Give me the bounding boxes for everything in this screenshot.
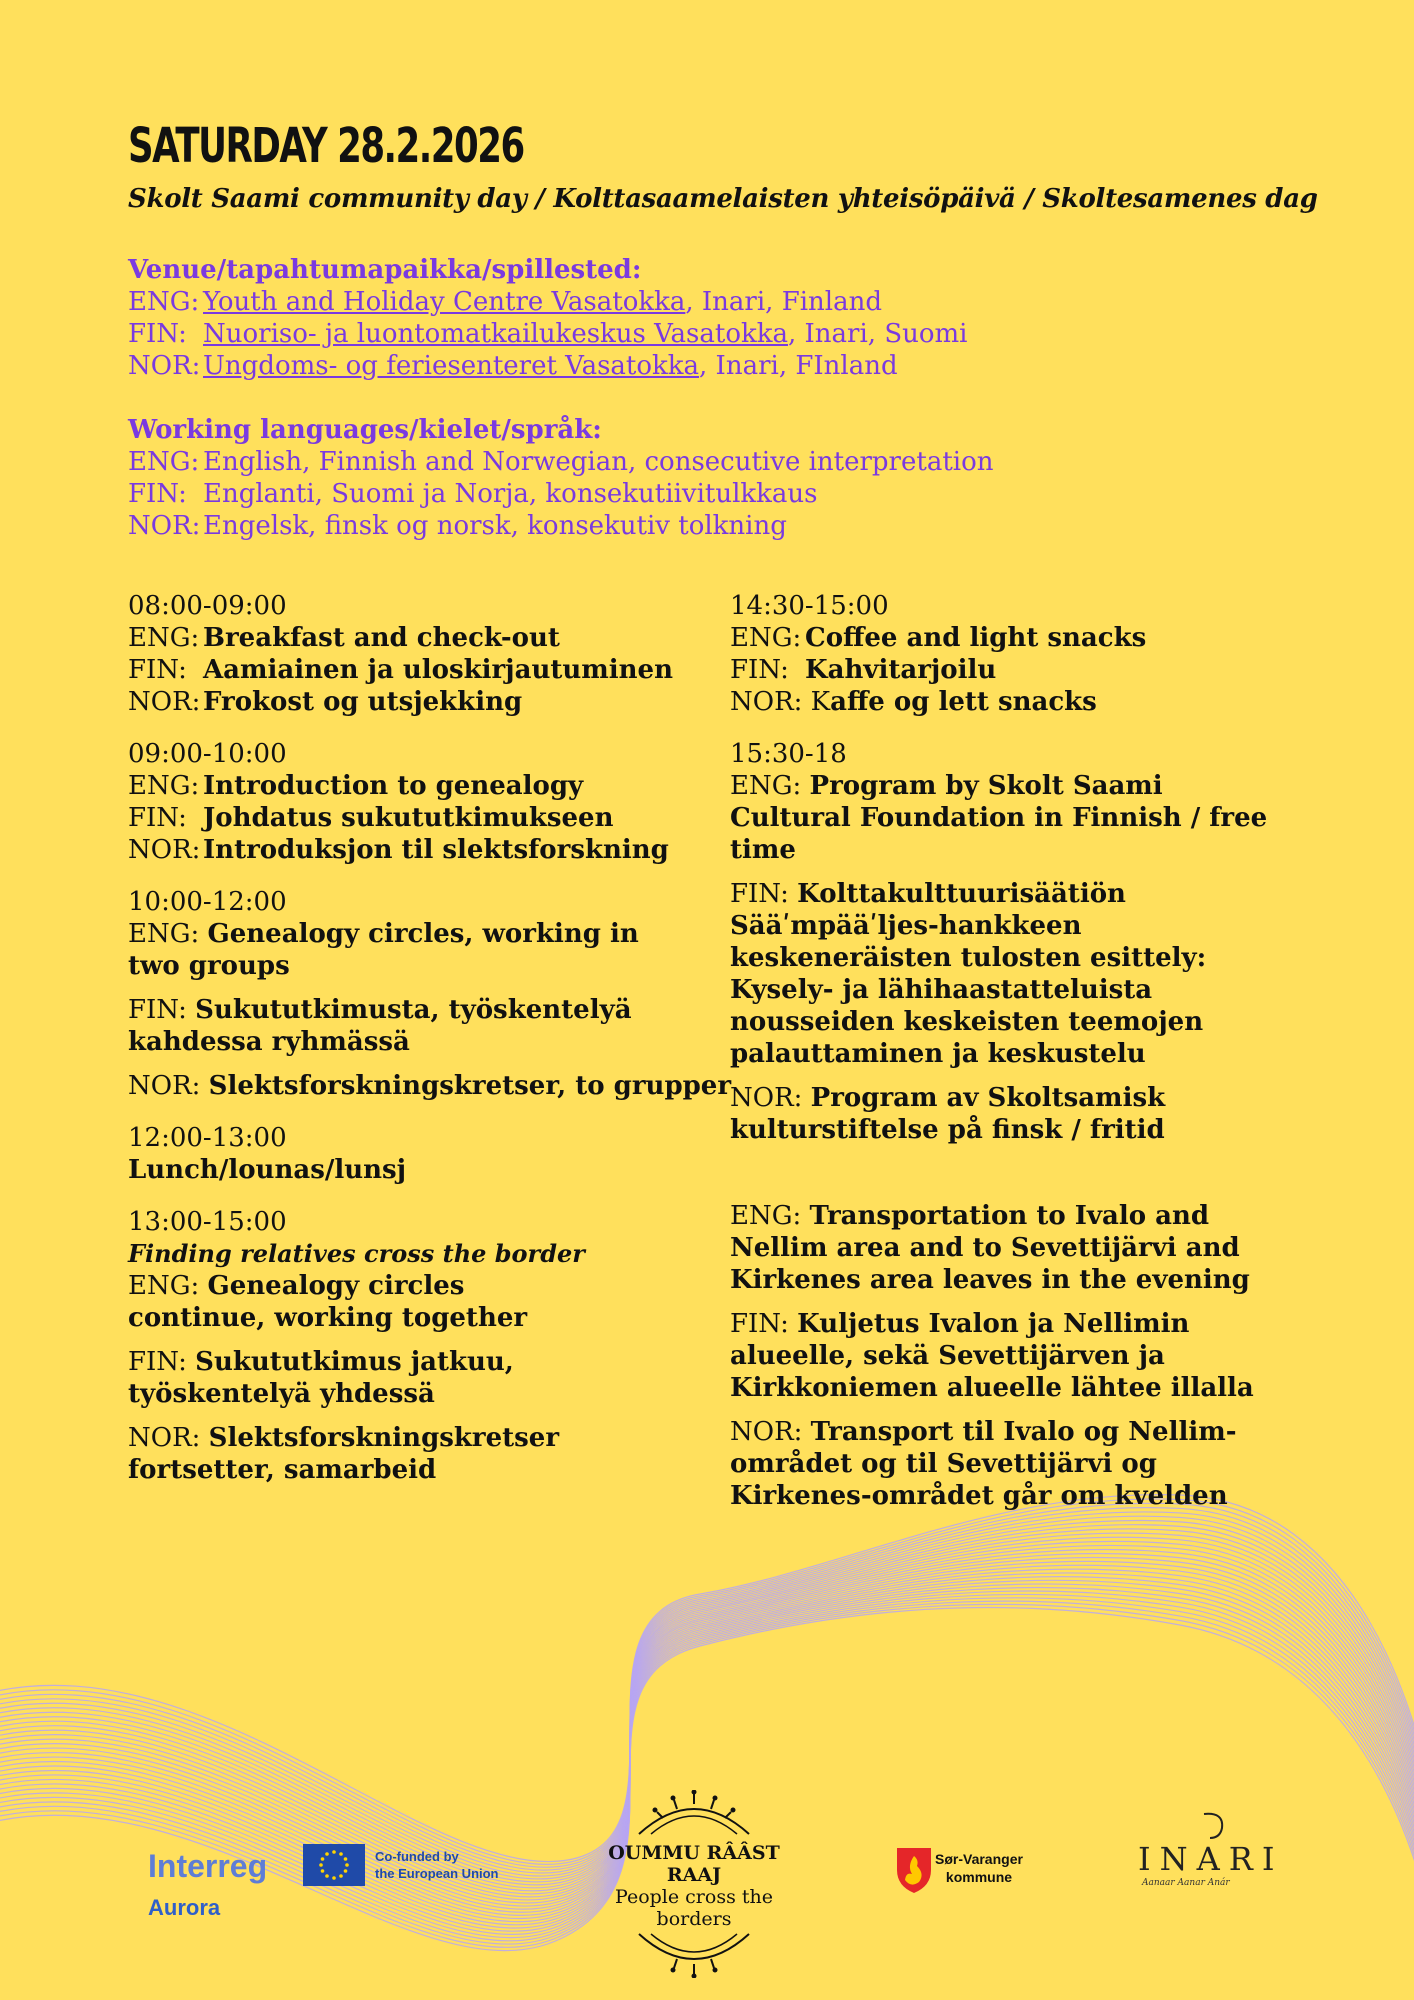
eu-cofunded-text: Co-funded by the European Union [375,1849,499,1881]
page-subtitle: Skolt Saami community day / Kolttasaamelaisten yhteisöpäivä / Skoltesamenes dag [128,184,1318,214]
languages-line-fin [128,478,994,510]
slot-eng: ENG: Transportation to Ivalo and Nellim area and to Sevettijärvi and Kirkenes area leaves in the evening [730,1201,1250,1295]
lang-label: NOR: [128,511,201,541]
slot-time: 10:00-12:00 [128,887,287,917]
slot-fin: FIN: Kahvitarjoilu [730,655,997,685]
inari-logo [1138,1810,1283,1888]
languages-heading: Working languages/kielet/språk: [128,415,602,445]
slot-eng: ENG: Genealogy circles, working in two groups [128,919,639,981]
languages-line-nor [128,510,994,542]
eu-logo [303,1844,499,1886]
slot-time: 08:00-09:00 [128,591,287,621]
slot-time: 14:30-15:00 [730,591,889,621]
lang-label: ENG: [128,287,200,317]
slot-eng: ENG: Breakfast and check-out [128,623,560,653]
footer-logos [0,1790,1414,1990]
schedule-slot [128,738,698,866]
venue-location: , Inari, Suomi [788,319,968,349]
slot-fin: FIN: Sukututkimus jatkuu, työskentelyä yhdessä [128,1347,514,1409]
schedule-slot [128,1206,698,1486]
schedule-slot [128,1122,698,1186]
slot-nor: NOR:Introduksjon til slektsforskning [128,835,669,865]
venue-line-fin [128,318,968,350]
slot-fin: FIN: Aamiainen ja uloskirjautuminen [128,655,673,685]
slot-eng: ENG: Introduction to genealogy [128,771,584,801]
languages-text: Engelsk, finsk og norsk, konsekutiv tolkning [203,511,787,541]
lang-label: NOR: [128,351,201,381]
sor-varanger-text: Sør-Varanger kommune [935,1851,1023,1885]
venue-heading: Venue/tapahtumapaikka/spillested: [128,255,642,285]
slot-time: 12:00-13:00 [128,1123,287,1153]
languages-line-eng [128,446,994,478]
schedule-slot [730,590,1300,718]
venue-line-nor [128,350,968,382]
eu-flag-icon [303,1844,365,1886]
venue-location: , Inari, FInland [699,351,898,381]
slot-nor: NOR: Slektsforskningskretser fortsetter, samarbeid [128,1423,560,1485]
slot-fin: FIN: Kuljetus Ivalon ja Nellimin alueelle, sekä Sevettijärven ja Kirkkoniemen alueelle lähtee illalla [730,1309,1254,1403]
interreg-logo [148,1848,267,1921]
slot-time: 09:00-10:00 [128,739,287,769]
schedule-left-column [128,590,732,1504]
venue-location: , Inari, Finland [685,287,882,317]
schedule-right-column [730,590,1300,1530]
inari-crescent-icon [1198,1810,1238,1842]
aurora-wordmark: Aurora [148,1895,221,1920]
languages-section [128,414,994,542]
oummu-subtitle: People cross the borders [615,1886,773,1930]
inari-tagline: Aanaar Aanar Anár [1142,1878,1230,1888]
languages-text: English, Finnish and Norwegian, consecutive interpretation [203,447,994,477]
slot-fin: FIN: Kolttakulttuurisäätiön Sääʹmpääʹljes-hankkeen keskeneräisten tulosten esittely: Kysely- ja lähihaastatteluista nousseiden keskeisten teemojen palauttaminen ja keskustelu [730,879,1207,1069]
lang-label: ENG: [128,447,200,477]
schedule-slot [128,590,698,718]
slot-eng: ENG: Genealogy circles continue, working together [128,1271,528,1333]
slot-fin: FIN: Sukututkimusta, työskentelyä kahdessa ryhmässä [128,995,632,1057]
sor-varanger-crest-icon [895,1846,933,1894]
slot-nor: NOR: Kaffe og lett snacks [730,687,1097,717]
venue-link-eng[interactable]: Youth and Holiday Centre Vasatokka [203,287,686,317]
sun-ornament-icon [629,1790,759,1838]
slot-lunch: Lunch/lounas/lunsj [128,1155,407,1185]
venue-link-fin[interactable]: Nuoriso- ja luontomatkailukeskus Vasatokka [203,319,788,349]
languages-text: Englanti, Suomi ja Norja, konsekutiivitulkkaus [203,479,818,509]
slot-eng: ENG: Program by Skolt Saami Cultural Foundation in Finnish / free time [730,771,1268,865]
lang-label: FIN: [128,319,187,349]
schedule-slot [730,738,1300,1146]
page-title: SATURDAY 28.2.2026 [128,118,524,174]
venue-link-nor[interactable]: Ungdoms- og feriesenteret Vasatokka [203,351,700,381]
lang-label: FIN: [128,479,187,509]
oummu-logo [587,1790,801,1982]
slot-eng: ENG: Coffee and light snacks [730,623,1147,653]
slot-nor: NOR:Frokost og utsjekking [128,687,523,717]
oummu-title: OUMMU RÂÂST RAAJ [608,1842,780,1886]
venue-section [128,254,968,382]
schedule-slot [730,1200,1300,1512]
slot-nor: NOR: Transport til Ivalo og Nellim-området og til Sevettijärvi og Kirkenes-området går om kvelden [730,1417,1237,1511]
slot-nor: NOR: Program av Skoltsamisk kulturstiftelse på finsk / fritid [730,1083,1166,1145]
inari-wordmark: INARI [1138,1840,1284,1878]
schedule-slot [128,886,732,1102]
slot-note: Finding relatives cross the border [128,1239,585,1268]
slot-nor: NOR: Slektsforskningskretser, to grupper [128,1071,732,1101]
sun-ornament-bottom-icon [629,1930,759,1978]
venue-line-eng [128,286,968,318]
slot-time: 15:30-18 [730,739,847,769]
sor-varanger-logo [895,1846,1023,1898]
interreg-wordmark: Interreg [148,1848,268,1884]
slot-fin: FIN: Johdatus sukututkimukseen [128,803,614,833]
slot-time: 13:00-15:00 [128,1207,287,1237]
